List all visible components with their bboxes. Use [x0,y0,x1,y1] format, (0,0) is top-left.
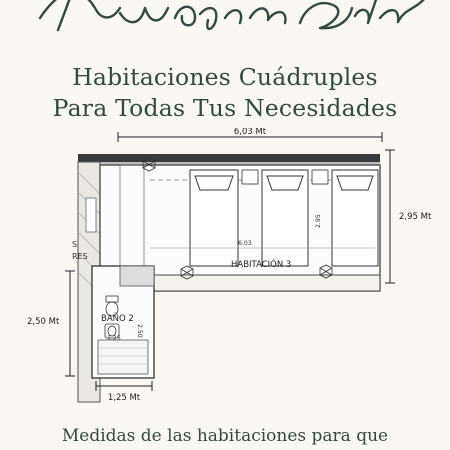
headline-line-2: Para Todas Tus Necesidades [52,94,398,122]
bed [262,170,308,266]
bath-inner-width-text: 1.25 [107,335,121,342]
width-dimension [118,128,382,142]
bath-width-label: 1,25 Mt [107,393,141,403]
bath-height-label: 2,50 Mt [27,317,60,327]
bath-width-dimension [96,381,152,403]
nightstand [242,170,258,184]
script-title-logo [0,0,450,38]
inner-width-text: 6.03 [238,240,252,247]
partial-label-2: RES [72,252,88,261]
top-wall [78,154,380,162]
bath-label: BAÑO 2 [101,314,134,324]
room-label: HABITACIÓN 3 [231,260,292,270]
width-label: 6,03 Mt [233,128,267,137]
floor-plan [0,128,450,418]
bed [190,170,238,266]
bath-height-dimension [27,271,75,376]
inner-height-text: 2.95 [315,214,322,228]
toilet-icon [106,296,118,316]
headline-line-1: Habitaciones Cuádruples [72,63,378,91]
shower-area [98,340,148,374]
caption-text: Medidas de las habitaciones para que [61,426,389,446]
bed [332,170,378,266]
nightstand [312,170,328,184]
bath-inner-height-text: 2.50 [136,324,143,338]
partial-label-1: S [72,240,78,249]
bottom-wall [144,275,380,291]
height-dimension [385,150,432,283]
height-label: 2,95 Mt [399,212,432,222]
